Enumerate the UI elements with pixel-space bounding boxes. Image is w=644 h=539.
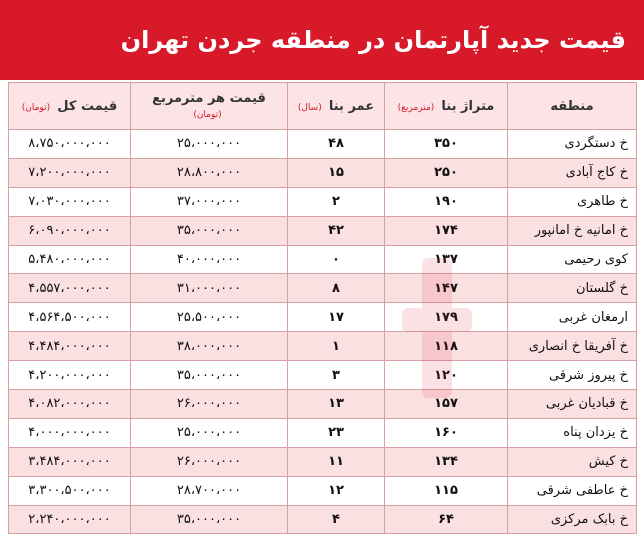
table-row bbox=[9, 187, 637, 216]
cell-region: خ پیروز شرقی bbox=[508, 361, 637, 390]
cell-price-per-m2: ۳۵،۰۰۰،۰۰۰ bbox=[131, 361, 288, 390]
cell-price-per-m2: ۲۵،۰۰۰،۰۰۰ bbox=[131, 130, 288, 159]
cell-region: خ یزدان پناه bbox=[508, 418, 637, 447]
table-body bbox=[9, 130, 637, 534]
cell-age: ۴۸ bbox=[288, 130, 385, 159]
price-table bbox=[8, 82, 637, 534]
header-area-unit: (مترمربع) bbox=[397, 102, 435, 113]
cell-total-price: ۶،۰۹۰،۰۰۰،۰۰۰ bbox=[9, 216, 131, 245]
cell-area: ۱۷۹ bbox=[385, 303, 508, 332]
table-row bbox=[9, 447, 637, 476]
cell-age: ۰ bbox=[288, 245, 385, 274]
cell-area: ۳۵۰ bbox=[385, 130, 508, 159]
cell-price-per-m2: ۳۷،۰۰۰،۰۰۰ bbox=[131, 187, 288, 216]
cell-age: ۱۳ bbox=[288, 390, 385, 419]
table-row bbox=[9, 505, 637, 534]
cell-area: ۱۱۵ bbox=[385, 476, 508, 505]
cell-area: ۱۵۷ bbox=[385, 390, 508, 419]
cell-age: ۱ bbox=[288, 332, 385, 361]
cell-region: خ آفریقا خ انصاری bbox=[508, 332, 637, 361]
cell-area: ۱۱۸ bbox=[385, 332, 508, 361]
cell-age: ۴ bbox=[288, 505, 385, 534]
cell-area: ۱۳۷ bbox=[385, 245, 508, 274]
cell-price-per-m2: ۲۸،۷۰۰،۰۰۰ bbox=[131, 476, 288, 505]
cell-area: ۱۷۴ bbox=[385, 216, 508, 245]
header-price-per-m2 bbox=[131, 83, 288, 130]
table-row bbox=[9, 476, 637, 505]
cell-total-price: ۵،۴۸۰،۰۰۰،۰۰۰ bbox=[9, 245, 131, 274]
cell-total-price: ۷،۲۰۰،۰۰۰،۰۰۰ bbox=[9, 158, 131, 187]
cell-area: ۱۶۰ bbox=[385, 418, 508, 447]
table-row bbox=[9, 274, 637, 303]
cell-total-price: ۷،۰۳۰،۰۰۰،۰۰۰ bbox=[9, 187, 131, 216]
header-price-per-m2-unit: (تومان) bbox=[193, 110, 222, 120]
cell-age: ۱۲ bbox=[288, 476, 385, 505]
header-region-label: منطقه bbox=[550, 98, 594, 114]
page-title: قیمت جدید آپارتمان در منطقه جردن تهران bbox=[120, 26, 626, 54]
cell-total-price: ۳،۴۸۴،۰۰۰،۰۰۰ bbox=[9, 447, 131, 476]
cell-region: خ کیش bbox=[508, 447, 637, 476]
cell-region: کوی رحیمی bbox=[508, 245, 637, 274]
title-bar bbox=[0, 0, 644, 80]
cell-age: ۱۵ bbox=[288, 158, 385, 187]
header-region bbox=[508, 83, 637, 130]
cell-region: خ کاج آبادی bbox=[508, 158, 637, 187]
cell-age: ۳ bbox=[288, 361, 385, 390]
cell-price-per-m2: ۳۵،۰۰۰،۰۰۰ bbox=[131, 216, 288, 245]
cell-region: خ گلستان bbox=[508, 274, 637, 303]
table-row bbox=[9, 158, 637, 187]
header-age bbox=[288, 83, 385, 130]
cell-total-price: ۴،۵۵۷،۰۰۰،۰۰۰ bbox=[9, 274, 131, 303]
cell-region: خ عاطفی شرقی bbox=[508, 476, 637, 505]
cell-area: ۱۹۰ bbox=[385, 187, 508, 216]
cell-price-per-m2: ۲۵،۵۰۰،۰۰۰ bbox=[131, 303, 288, 332]
header-area-label: متراژ بنا bbox=[441, 98, 495, 114]
cell-region: خ قبادیان غربی bbox=[508, 390, 637, 419]
cell-price-per-m2: ۴۰،۰۰۰،۰۰۰ bbox=[131, 245, 288, 274]
cell-area: ۱۴۷ bbox=[385, 274, 508, 303]
cell-region: ارمغان غربی bbox=[508, 303, 637, 332]
table-row bbox=[9, 361, 637, 390]
header-total-price-unit: (تومان) bbox=[21, 102, 51, 113]
header-total-price bbox=[9, 83, 131, 130]
header-area bbox=[385, 83, 508, 130]
cell-total-price: ۴،۰۸۲،۰۰۰،۰۰۰ bbox=[9, 390, 131, 419]
cell-area: ۱۲۰ bbox=[385, 361, 508, 390]
cell-area: ۱۳۴ bbox=[385, 447, 508, 476]
cell-total-price: ۴،۰۰۰،۰۰۰،۰۰۰ bbox=[9, 418, 131, 447]
header-total-price-label: قیمت کل bbox=[57, 98, 118, 114]
cell-total-price: ۳،۳۰۰،۵۰۰،۰۰۰ bbox=[9, 476, 131, 505]
table-row bbox=[9, 216, 637, 245]
cell-age: ۸ bbox=[288, 274, 385, 303]
cell-total-price: ۸،۷۵۰،۰۰۰،۰۰۰ bbox=[9, 130, 131, 159]
cell-age: ۱۷ bbox=[288, 303, 385, 332]
table-row bbox=[9, 332, 637, 361]
table-row bbox=[9, 130, 637, 159]
table-row bbox=[9, 303, 637, 332]
cell-age: ۱۱ bbox=[288, 447, 385, 476]
cell-region: خ امانیه خ امانپور bbox=[508, 216, 637, 245]
cell-total-price: ۲،۲۴۰،۰۰۰،۰۰۰ bbox=[9, 505, 131, 534]
table-row bbox=[9, 245, 637, 274]
cell-total-price: ۴،۲۰۰،۰۰۰،۰۰۰ bbox=[9, 361, 131, 390]
table-header-row bbox=[9, 83, 637, 130]
cell-price-per-m2: ۳۸،۰۰۰،۰۰۰ bbox=[131, 332, 288, 361]
cell-total-price: ۴،۴۸۴،۰۰۰،۰۰۰ bbox=[9, 332, 131, 361]
cell-price-per-m2: ۲۶،۰۰۰،۰۰۰ bbox=[131, 390, 288, 419]
header-age-unit: (سال) bbox=[297, 102, 322, 113]
cell-price-per-m2: ۳۱،۰۰۰،۰۰۰ bbox=[131, 274, 288, 303]
header-age-label: عمر بنا bbox=[328, 98, 375, 114]
cell-region: خ بابک مرکزی bbox=[508, 505, 637, 534]
cell-area: ۶۴ bbox=[385, 505, 508, 534]
cell-region: خ طاهری bbox=[508, 187, 637, 216]
table-row bbox=[9, 390, 637, 419]
cell-age: ۲۳ bbox=[288, 418, 385, 447]
cell-price-per-m2: ۲۶،۰۰۰،۰۰۰ bbox=[131, 447, 288, 476]
cell-age: ۴۲ bbox=[288, 216, 385, 245]
cell-age: ۲ bbox=[288, 187, 385, 216]
cell-region: خ دستگردی bbox=[508, 130, 637, 159]
table-row bbox=[9, 418, 637, 447]
cell-price-per-m2: ۲۸،۸۰۰،۰۰۰ bbox=[131, 158, 288, 187]
cell-area: ۲۵۰ bbox=[385, 158, 508, 187]
header-price-per-m2-label: قیمت هر مترمربع bbox=[152, 91, 266, 106]
cell-total-price: ۴،۵۶۴،۵۰۰،۰۰۰ bbox=[9, 303, 131, 332]
cell-price-per-m2: ۳۵،۰۰۰،۰۰۰ bbox=[131, 505, 288, 534]
cell-price-per-m2: ۲۵،۰۰۰،۰۰۰ bbox=[131, 418, 288, 447]
